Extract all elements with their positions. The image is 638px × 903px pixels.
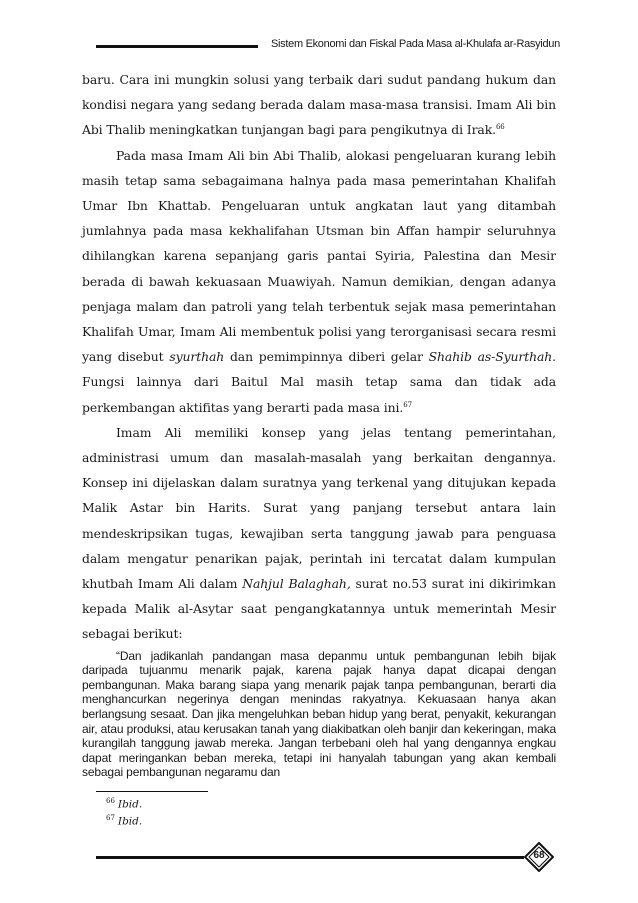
italic-term: Shahib as-Syurthah <box>428 349 553 365</box>
text-run: . Fungsi lainnya dari Baitul Mal masih tetap sama dan tidak ada perkembangan aktifitas yang berarti pada masa ini. <box>82 349 556 415</box>
block-quote <box>82 649 556 780</box>
footnote-67 <box>106 814 142 828</box>
text-run: dan pemimpinnya diberi gelar <box>224 349 429 365</box>
text-run: baru. Cara ini mungkin solusi yang terbaik dari sudut pandang hukum dan kondisi negara yang sedang berada dalam masa-masa transisi. Imam Ali bin Abi Thalib meningkatkan tunjangan bagi para pengikutnya di Irak. <box>82 72 556 138</box>
footnote-ref: 67 <box>403 400 412 409</box>
footnote-66 <box>106 797 142 811</box>
footnote-text: Ibid <box>117 815 139 828</box>
text-run: Pada masa Imam Ali bin Abi Thalib, alokasi pengeluaran kurang lebih masih tetap sama sebagaimana halnya pada masa pemerintahan Khalifah Umar Ibn Khattab. Pengeluaran untuk angkatan laut yang ditambah jumlahnya pada masa kekhalifahan Utsman bin Affan hampir seluruhnya dihilangkan karena sepanjang garis pantai Syiria, Palestina dan Mesir berada di bawah kekuasaan Muawiyah. Namun demikian, dengan adanya penjaga malam dan patroli yang telah terbentuk sejak masa pemerintahan Khalifah Umar, Imam Ali membentuk polisi yang terorganisasi secara resmi yang disebut <box>82 147 556 365</box>
italic-term: syurthah <box>169 349 225 365</box>
paragraph-3 <box>82 420 556 647</box>
paragraph-2 <box>82 143 556 420</box>
italic-term: Nahjul Balaghah, <box>242 576 351 592</box>
footer-rule <box>96 856 524 859</box>
footnote-period: . <box>138 815 143 828</box>
body-text <box>82 67 556 780</box>
running-header: Sistem Ekonomi dan Fiskal Pada Masa al-Khulafa ar-Rasyidun <box>271 38 560 50</box>
text-run: surat no.53 surat ini dikirimkan kepada Malik al-Asytar saat pengangkatannya untuk memerintah Mesir sebagai berikut: <box>82 576 556 642</box>
footnote-number: 66 <box>106 797 115 805</box>
paragraph-1 <box>82 67 556 143</box>
footnote-rule <box>96 791 208 792</box>
quote-text: “Dan jadikanlah pandangan masa depanmu untuk pembangunan lebih bijak daripada tujuanmu menarik pajak, karena pajak hanya dapat dicapai dengan pembangunan. Maka barang siapa yang menarik pajak tanpa pembangunan, berarti dia menghancurkan negerinya dengan menindas rakyatnya. Kekuasaan hanya akan berlangsung sesaat. Dan jika mengeluhkan beban hidup yang berat, penyakit, kekurangan air, atau produksi, atau kerusakan tanah yang diakibatkan oleh banjir dan kekeringan, maka kurangilah tanggung jawab mereka. Jangan terbebani oleh hal yang dengannya engkau dapat meringankan beban mereka, tetapi ini hanyalah tabungan yang akan kembali sebagai pembangunan negaramu dan <box>82 648 556 780</box>
header-rule <box>96 45 258 48</box>
page-number: 68 <box>533 850 545 861</box>
footnote-text: Ibid <box>117 798 139 811</box>
footnote-ref: 66 <box>495 123 505 132</box>
footnote-period: . <box>138 798 143 811</box>
footnote-number: 67 <box>106 814 115 822</box>
page-number-badge <box>524 842 554 872</box>
text-run: Imam Ali memiliki konsep yang jelas tentang pemerintahan, administrasi umum dan masalah-masalah yang berkaitan dengannya. Konsep ini dijelaskan dalam suratnya yang terkenal yang ditujukan kepada Malik Astar bin Harits. Surat yang panjang tersebut antara lain mendeskripsikan tugas, kewajiban serta tanggung jawab para penguasa dalam mengatur penarikan pajak, perintah ini tercatat dalam kumpulan khutbah Imam Ali dalam <box>82 424 556 592</box>
